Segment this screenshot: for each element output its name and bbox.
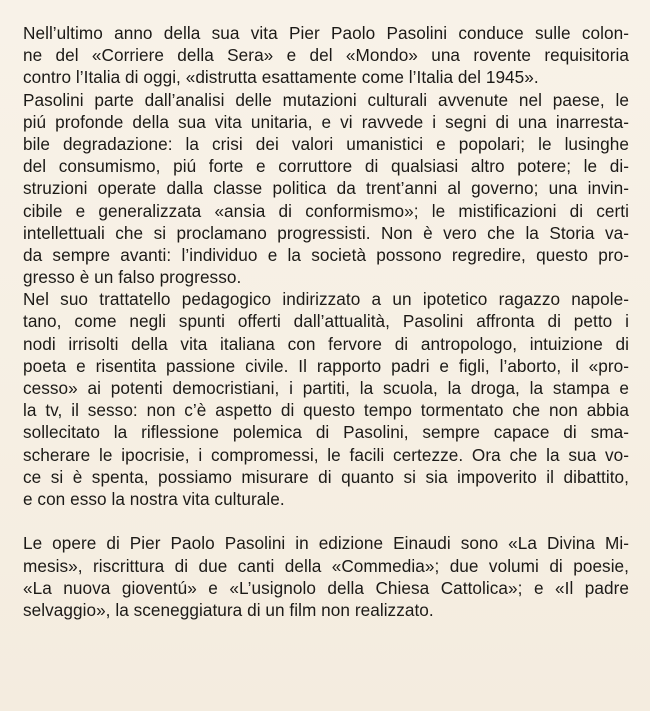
text-line: del consumismo, piú forte e corruttore di qualsiasi altro potere; le di- [23,156,629,177]
text-line: tano, come negli spunti offerti dall’attualità, Pasolini affronta di petto i [23,311,629,332]
text-line: struzioni operate dalla classe politica da trent’anni al governo; una invin- [23,178,629,199]
text-line: gresso è un falso progresso. [23,267,242,288]
text-line: cibile e generalizzata «ansia di conformismo»; le mistificazioni di certi [23,200,629,221]
text-line: ne del «Corriere della Sera» e del «Mondo» una rovente requisitoria [23,45,629,66]
text-line: piú profonde della sua vita unitaria, e vi ravvede i segni di una inarresta- [23,111,629,132]
text-line: nodi irrisolti della vita italiana con fervore di antropologo, intuizione di [23,333,629,354]
text-line: selvaggio», la sceneggiatura di un film non realizzato. [23,599,434,620]
text-line: intellettuali che si proclamano progressisti. Non è vero che la Storia va- [23,222,629,243]
text-line: e con esso la nostra vita culturale. [23,488,285,509]
text-line: bile degradazione: la crisi dei valori umanistici e popolari; le lusinghe [23,133,629,154]
paragraph-gap [23,510,629,532]
text-line: ce si è spenta, possiamo misurare di quanto si sia impoverito il dibattito, [23,466,629,487]
paragraph-works [23,532,629,621]
text-line: poeta e risentita passione civile. Il rapporto padri e figli, l’aborto, il «pro- [23,355,629,376]
paragraph-treatise [23,288,629,510]
text-line: da sempre avanti: l’individuo e la società possono regredire, questo pro- [23,244,629,265]
text-line: sollecitato la riflessione polemica di Pasolini, sempre capace di sma- [23,422,629,443]
text-line: Nel suo trattatello pedagogico indirizzato a un ipotetico ragazzo napole- [23,289,629,310]
text-line: Nell’ultimo anno della sua vita Pier Paolo Pasolini conduce sulle colon- [23,23,629,43]
text-line: cesso» ai potenti democristiani, i partiti, la scuola, la droga, la stampa e [23,378,629,398]
text-line: «La nuova gioventú» e «L’usignolo della Chiesa Cattolica»; e «Il padre [23,577,629,598]
text-line: mesis», riscrittura di due canti della «Commedia»; due volumi di poesie, [23,555,629,576]
text-line: la tv, il sesso: non c’è aspetto di questo tempo tormentato che non abbia [23,400,629,421]
paragraph-analysis [23,89,629,289]
text-line: contro l’Italia di oggi, «distrutta esattamente come l’Italia del 1945». [23,67,539,88]
text-line: Pasolini parte dall’analisi delle mutazioni culturali avvenute nel paese, le [23,89,629,110]
text-line: Le opere di Pier Paolo Pasolini in edizione Einaudi sono «La Divina Mi- [23,533,629,554]
paragraph-intro [23,22,629,89]
body-text [23,22,629,621]
text-line: scherare le ipocrisie, i compromessi, le facili certezze. Ora che la sua vo- [23,444,629,465]
